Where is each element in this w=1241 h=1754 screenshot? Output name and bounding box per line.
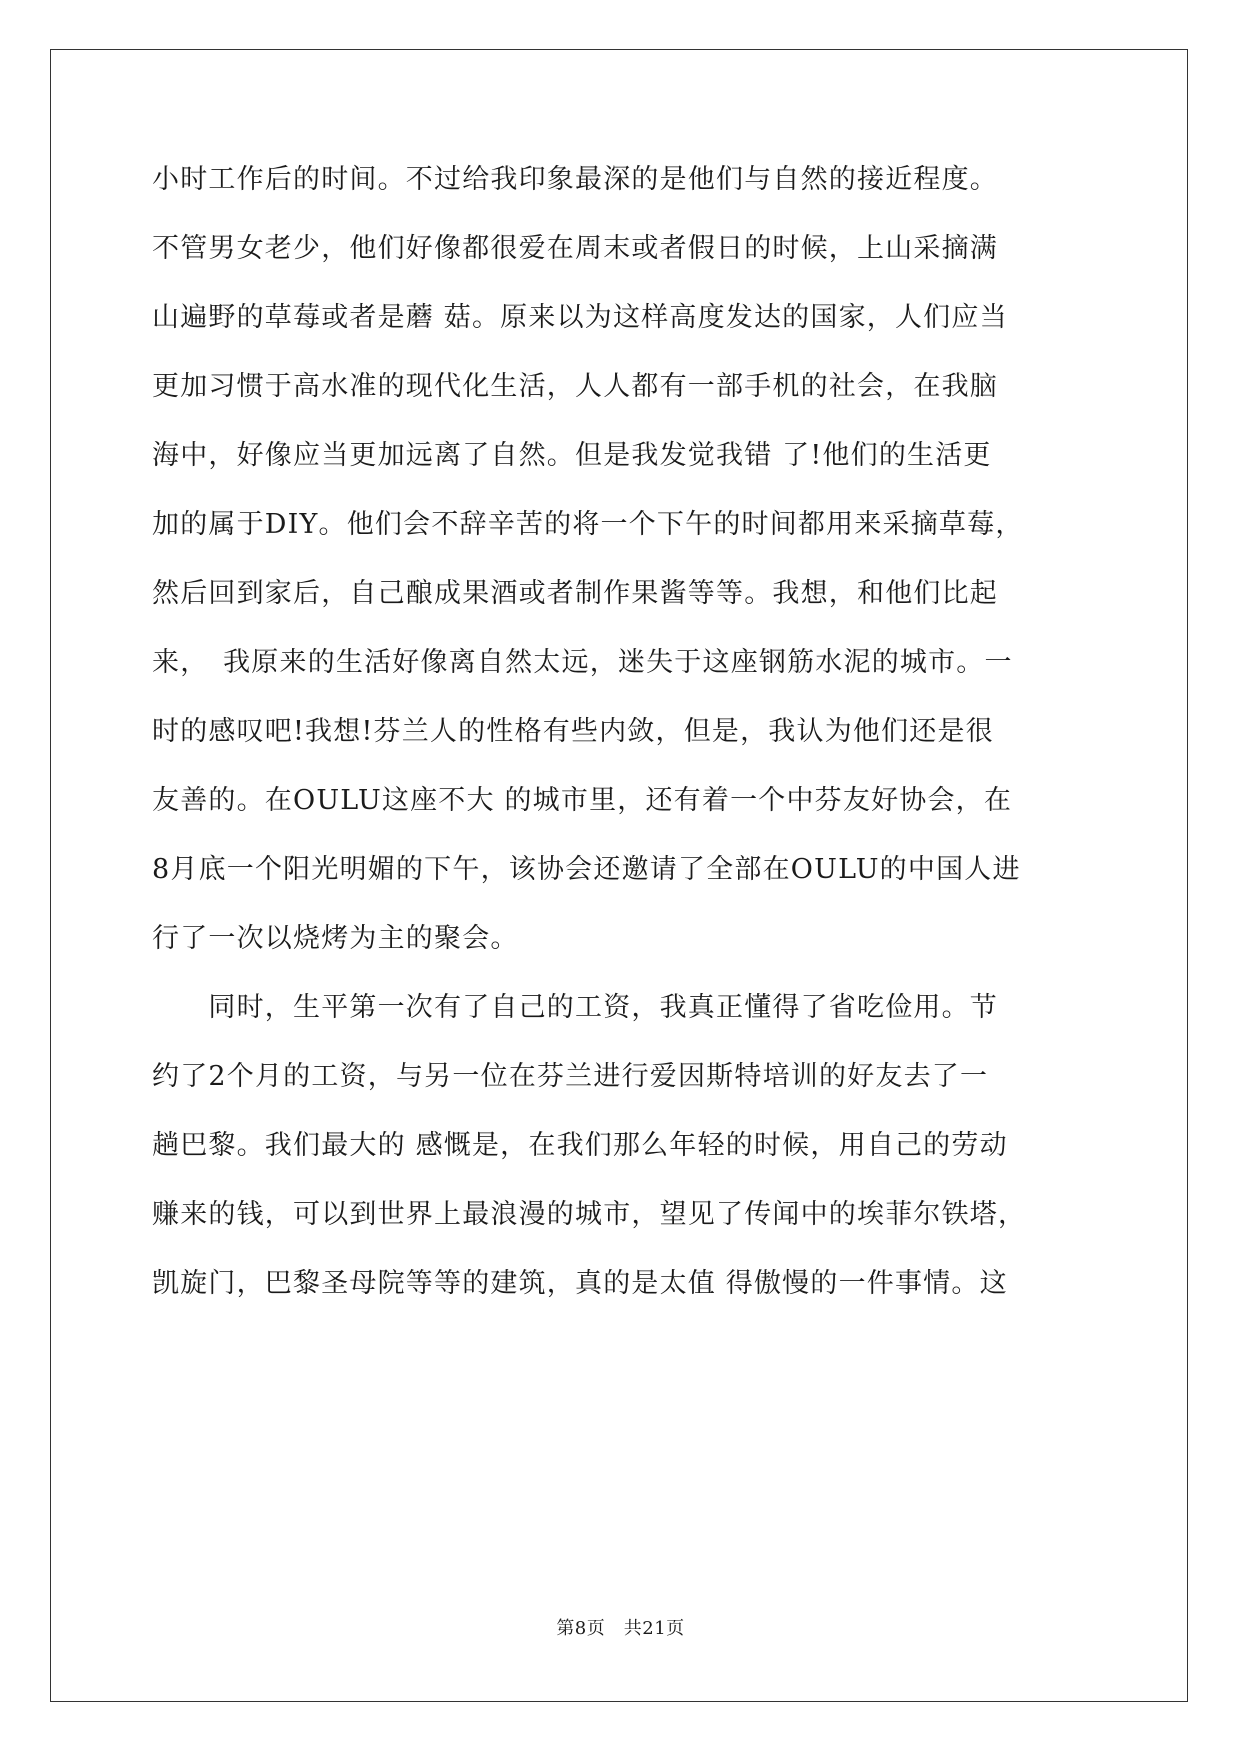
text-line: 小时工作后的时间。不过给我印象最深的是他们与自然的接近程度。 [152,164,998,195]
text-line: 趟巴黎。我们最大的 感慨是，在我们那么年轻的时候，用自己的劳动 [152,1130,1008,1161]
text-line: 来， 我原来的生活好像离自然太远，迷失于这座钢筋水泥的城市。一 [152,647,1013,678]
text-line: 时的感叹吧!我想!芬兰人的性格有些内敛，但是，我认为他们还是很 [152,716,994,747]
text-line: 更加习惯于高水准的现代化生活，人人都有一部手机的社会，在我脑 [152,371,998,402]
text-line: 山遍野的草莓或者是蘑 菇。原来以为这样高度发达的国家，人们应当 [152,302,1008,333]
text-line: 约了2个月的工资，与另一位在芬兰进行爱因斯特培训的好友去了一 [152,1061,989,1092]
text-line: 凯旋门，巴黎圣母院等等的建筑，真的是太值 得傲慢的一件事情。这 [152,1268,1008,1299]
text-line: 同时，生平第一次有了自己的工资，我真正懂得了省吃俭用。节 [152,992,998,1023]
text-line: 加的属于DIY。他们会不辞辛苦的将一个下午的时间都用来采摘草莓， [152,509,1024,540]
text-line: 8月底一个阳光明媚的下午，该协会还邀请了全部在OULU的中国人进 [152,854,1021,885]
text-line: 友善的。在OULU这座不大 的城市里，还有着一个中芬友好协会，在 [152,785,1013,816]
text-line: 海中，好像应当更加远离了自然。但是我发觉我错 了!他们的生活更 [152,440,992,471]
text-line: 赚来的钱，可以到世界上最浪漫的城市，望见了传闻中的埃菲尔铁塔， [152,1199,1027,1230]
page-number: 第8页 共21页 [556,1618,685,1639]
text-line: 不管男女老少，他们好像都很爱在周末或者假日的时候，上山采摘满 [152,233,998,264]
text-line: 然后回到家后，自己酿成果酒或者制作果酱等等。我想，和他们比起 [152,578,998,609]
text-line: 行了一次以烧烤为主的聚会。 [152,923,519,954]
